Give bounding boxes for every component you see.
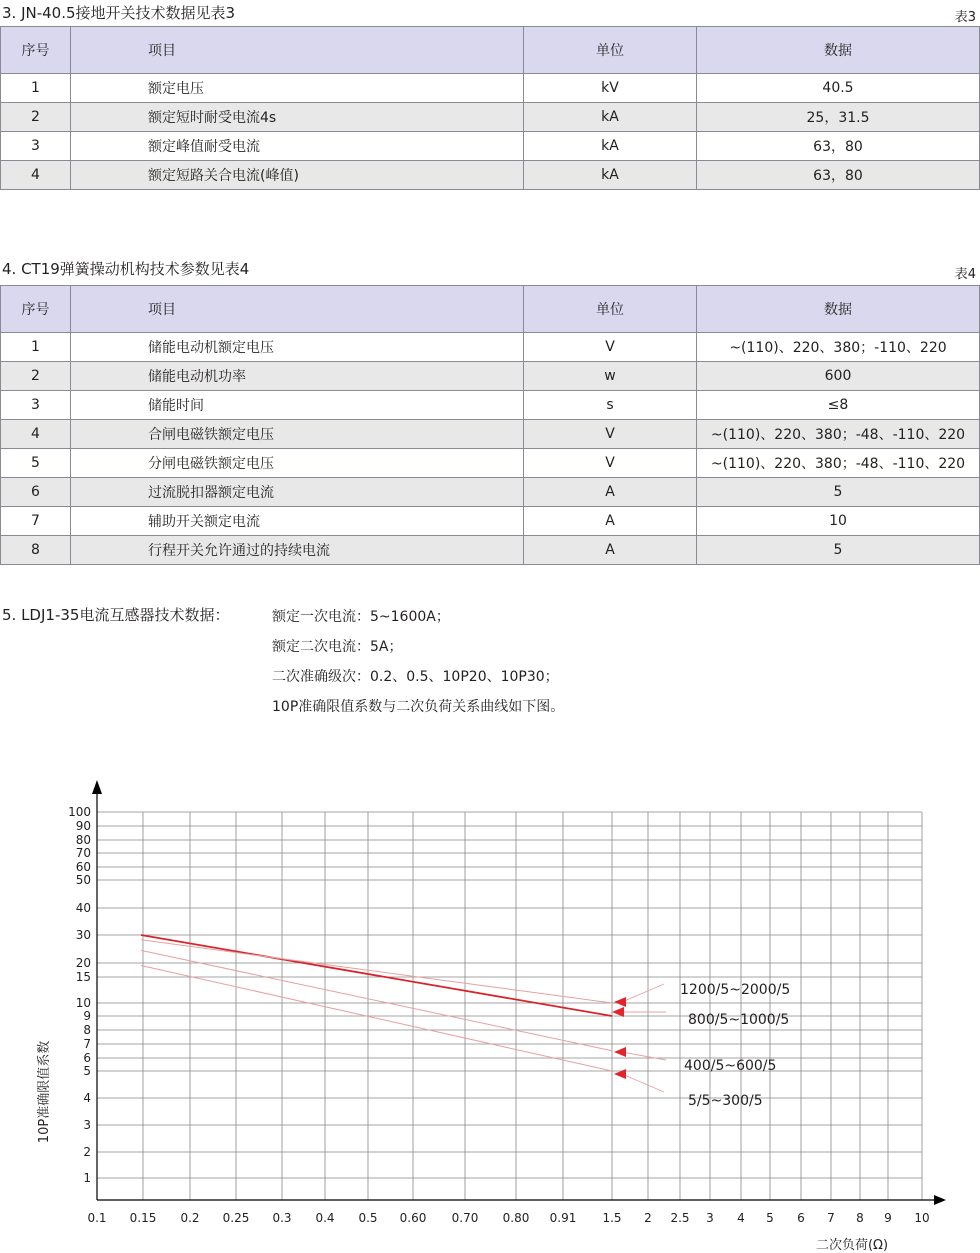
cell-unit: A [524, 478, 697, 507]
x-tick-label: 0.1 [87, 1211, 107, 1225]
y-tick-label: 80 [75, 833, 91, 847]
x-tick-label: 0.5 [358, 1211, 378, 1225]
cell-item: 额定短时耐受电流4s [71, 103, 524, 132]
x-tick-label: 7 [827, 1211, 835, 1225]
col-header-index: 序号 [1, 27, 71, 74]
col-header-index: 序号 [1, 286, 71, 333]
grid-horizontal [97, 812, 922, 1178]
spec-line-chart-note: 10P准确限值系数与二次负荷关系曲线如下图。 [272, 699, 565, 715]
table-row [1, 161, 980, 190]
curve-line [141, 940, 612, 1003]
table3 [0, 26, 980, 190]
x-tick-label: 0.2 [180, 1211, 200, 1225]
arrow-marker [614, 1069, 626, 1079]
y-axis-arrow [92, 780, 102, 794]
cell-unit: kA [524, 161, 697, 190]
col-header-item: 项目 [71, 27, 524, 74]
y-axis-label: 10P准确限值系数 [37, 1040, 52, 1144]
cell-unit: w [524, 362, 697, 391]
curve-label: 800/5~1000/5 [688, 1012, 790, 1028]
y-tick-label: 5 [83, 1064, 91, 1078]
section5-title: 5. LDJ1-35电流互感器技术数据： [2, 606, 230, 624]
y-tick-label: 70 [75, 846, 91, 860]
x-tick-label: 6 [797, 1211, 805, 1225]
cell-data: ≤8 [697, 391, 980, 420]
x-tick-label: 0.80 [502, 1211, 530, 1225]
arrow-marker [614, 1047, 626, 1057]
y-tick-label: 9 [83, 1009, 91, 1023]
x-tick-label: 10 [914, 1211, 930, 1225]
leader-line [622, 1052, 666, 1060]
spec-line-primary-current: 额定一次电流：5~1600A； [272, 609, 450, 625]
y-tick-label: 6 [83, 1051, 91, 1065]
curve-line [141, 950, 612, 1050]
cell-item: 额定短路关合电流(峰值) [71, 161, 524, 190]
col-header-data: 数据 [697, 286, 980, 333]
y-tick-label: 30 [75, 928, 91, 942]
y-tick-label: 15 [75, 970, 91, 984]
cell-unit: A [524, 507, 697, 536]
cell-data: 10 [697, 507, 980, 536]
cell-index: 5 [1, 449, 71, 478]
x-axis-label: 二次负荷(Ω) [815, 1238, 889, 1253]
cell-item: 额定电压 [71, 74, 524, 103]
cell-unit: V [524, 449, 697, 478]
cell-data: 600 [697, 362, 980, 391]
x-tick-label: 0.15 [129, 1211, 157, 1225]
cell-item: 过流脱扣器额定电流 [71, 478, 524, 507]
table-row [1, 449, 980, 478]
cell-unit: A [524, 536, 697, 565]
table-row [1, 333, 980, 362]
y-tick-label: 40 [75, 901, 91, 915]
y-tick-label: 3 [83, 1118, 91, 1132]
cell-unit: kA [524, 103, 697, 132]
table-row [1, 362, 980, 391]
cell-index: 6 [1, 478, 71, 507]
cell-data: 63，80 [697, 132, 980, 161]
table-row [1, 132, 980, 161]
x-tick-label: 1.5 [602, 1211, 622, 1225]
grid-vertical [143, 812, 922, 1200]
cell-item: 额定峰值耐受电流 [71, 132, 524, 161]
x-tick-label: 0.4 [315, 1211, 335, 1225]
cell-data: 5 [697, 536, 980, 565]
spec-line-secondary-current: 额定二次电流：5A； [272, 639, 403, 655]
curve-label: 1200/5~2000/5 [680, 982, 791, 998]
y-tick-label: 1 [83, 1171, 91, 1185]
table-row [1, 74, 980, 103]
cell-data: 25，31.5 [697, 103, 980, 132]
cell-data: ~(110)、220、380；-48、-110、220 [697, 449, 980, 478]
col-header-data: 数据 [697, 27, 980, 74]
cell-index: 4 [1, 420, 71, 449]
curve-line [141, 965, 612, 1071]
cell-unit: kA [524, 132, 697, 161]
cell-data: 5 [697, 478, 980, 507]
table3-header [1, 27, 980, 74]
cell-index: 2 [1, 362, 71, 391]
table4-header [1, 286, 980, 333]
cell-item: 储能电动机功率 [71, 362, 524, 391]
y-tick-label: 4 [83, 1091, 91, 1105]
col-header-item: 项目 [71, 286, 524, 333]
x-axis-arrow [934, 1195, 946, 1205]
y-tick-labels [68, 805, 91, 1185]
cell-item: 行程开关允许通过的持续电流 [71, 536, 524, 565]
cell-item: 分闸电磁铁额定电压 [71, 449, 524, 478]
cell-item: 合闸电磁铁额定电压 [71, 420, 524, 449]
table3-label: 表3 [954, 10, 976, 25]
col-header-unit: 单位 [524, 286, 697, 333]
cell-data: ~(110)、220、380；-48、-110、220 [697, 420, 980, 449]
leader-line [622, 1074, 664, 1092]
table4-label: 表4 [954, 267, 976, 282]
y-tick-label: 2 [83, 1145, 91, 1159]
x-tick-label: 0.91 [549, 1211, 577, 1225]
x-tick-label: 3 [706, 1211, 714, 1225]
table-row [1, 478, 980, 507]
table-row [1, 507, 980, 536]
section4-title: 4. CT19弹簧操动机构技术参数见表4 [2, 260, 250, 278]
cell-index: 4 [1, 161, 71, 190]
curve-labels [612, 982, 790, 1109]
cell-unit: kV [524, 74, 697, 103]
x-tick-label: 2 [644, 1211, 652, 1225]
x-tick-labels [87, 1211, 929, 1225]
cell-index: 3 [1, 132, 71, 161]
cell-index: 2 [1, 103, 71, 132]
x-tick-label: 8 [856, 1211, 864, 1225]
cell-data: 40.5 [697, 74, 980, 103]
y-tick-label: 60 [75, 860, 91, 874]
curve-line [141, 935, 612, 1016]
y-tick-label: 10 [75, 996, 91, 1010]
cell-unit: s [524, 391, 697, 420]
cell-item: 储能时间 [71, 391, 524, 420]
x-tick-label: 2.5 [670, 1211, 690, 1225]
x-tick-label: 0.3 [272, 1211, 292, 1225]
col-header-unit: 单位 [524, 27, 697, 74]
cell-item: 储能电动机额定电压 [71, 333, 524, 362]
axes [92, 780, 946, 1205]
table-row [1, 420, 980, 449]
arrow-marker [612, 1007, 624, 1017]
x-tick-label: 4 [737, 1211, 745, 1225]
leader-line [622, 984, 664, 1002]
accuracy-limit-chart [0, 770, 980, 1253]
cell-index: 8 [1, 536, 71, 565]
cell-data: ~(110)、220、380；-110、220 [697, 333, 980, 362]
cell-index: 3 [1, 391, 71, 420]
x-tick-label: 5 [766, 1211, 774, 1225]
y-tick-label: 100 [68, 805, 91, 819]
cell-index: 1 [1, 333, 71, 362]
cell-index: 1 [1, 74, 71, 103]
cell-unit: V [524, 333, 697, 362]
cell-index: 7 [1, 507, 71, 536]
x-tick-label: 0.60 [399, 1211, 427, 1225]
curve-label: 400/5~600/5 [684, 1058, 777, 1074]
x-tick-label: 0.25 [222, 1211, 250, 1225]
table-row [1, 391, 980, 420]
x-tick-label: 9 [884, 1211, 892, 1225]
y-tick-label: 8 [83, 1023, 91, 1037]
y-tick-label: 50 [75, 873, 91, 887]
y-tick-label: 20 [75, 956, 91, 970]
cell-data: 63，80 [697, 161, 980, 190]
section3-title: 3. JN-40.5接地开关技术数据见表3 [2, 4, 236, 22]
x-tick-label: 0.70 [451, 1211, 479, 1225]
cell-item: 辅助开关额定电流 [71, 507, 524, 536]
y-tick-label: 90 [75, 819, 91, 833]
table-row [1, 536, 980, 565]
curve-label: 5/5~300/5 [688, 1093, 763, 1109]
y-tick-label: 7 [83, 1037, 91, 1051]
table-row [1, 103, 980, 132]
table4 [0, 285, 980, 565]
spec-line-accuracy-class: 二次准确级次：0.2、0.5、10P20、10P30； [272, 669, 559, 685]
arrow-marker [614, 997, 626, 1007]
cell-unit: V [524, 420, 697, 449]
